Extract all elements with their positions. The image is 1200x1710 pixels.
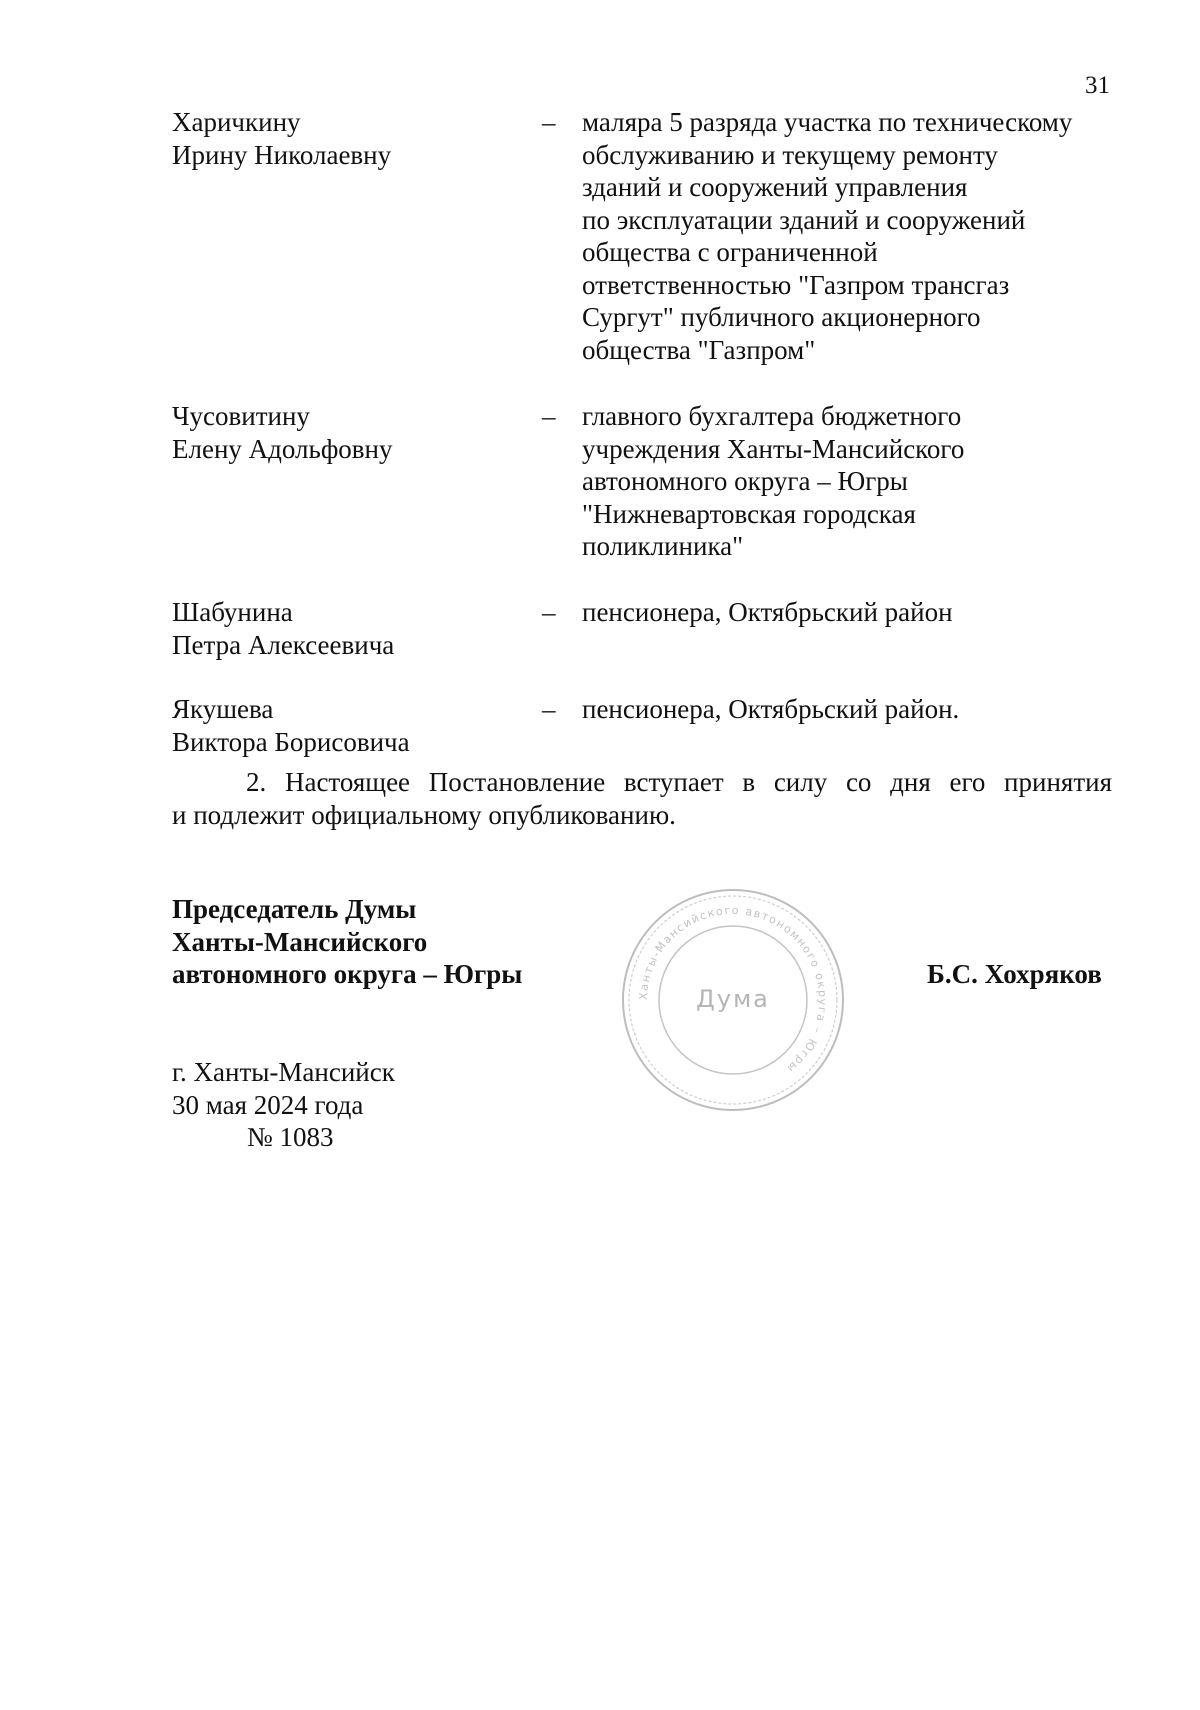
desc-line: автономного округа – Югры bbox=[582, 466, 908, 496]
desc-line: маляра 5 разряда участка по техническому bbox=[582, 107, 1073, 137]
desc-line: Сургут" публичного акционерного bbox=[582, 302, 981, 332]
appointee-description bbox=[582, 106, 1122, 366]
name-line: Виктора Борисовича bbox=[172, 726, 410, 757]
name-line: Якушева bbox=[172, 694, 274, 724]
paragraph-line: 2. Настоящее Постановление вступает в силу со дня его принятия bbox=[246, 767, 1112, 797]
signatory-title-line: Ханты-Мансийского bbox=[172, 926, 428, 957]
desc-line: главного бухгалтера бюджетного bbox=[582, 401, 962, 431]
seal-ring-text: Ханты-Мансийского автономного округа – Югры bbox=[636, 903, 830, 1076]
desc-line: пенсионера, Октябрьский район. bbox=[582, 694, 960, 724]
signatory-title-line: автономного округа – Югры bbox=[172, 959, 523, 989]
name-line: Чусовитину bbox=[172, 401, 310, 431]
desc-line: общества с ограниченной bbox=[582, 237, 878, 267]
seal-center-text: Дума bbox=[696, 985, 770, 1013]
resolution-paragraph bbox=[172, 766, 1112, 831]
desc-line: поликлиника" bbox=[582, 531, 744, 561]
footer-document-number: № 1083 bbox=[247, 1122, 334, 1152]
appointee-description bbox=[582, 596, 1122, 629]
dash-separator: – bbox=[542, 401, 556, 431]
desc-line: учреждения Ханты-Мансийского bbox=[582, 433, 965, 464]
desc-line: обслуживанию и текущему ремонту bbox=[582, 139, 998, 170]
dash-separator: – bbox=[542, 597, 556, 627]
paragraph-line: и подлежит официальному опубликованию. bbox=[172, 799, 676, 830]
desc-line: ответственностью "Газпром трансгаз bbox=[582, 269, 1010, 300]
footer-date: 30 мая 2024 года bbox=[172, 1089, 364, 1120]
appointee-name bbox=[172, 400, 532, 465]
name-line: Шабунина bbox=[172, 597, 293, 627]
appointee-name bbox=[172, 596, 532, 661]
desc-line: зданий и сооружений управления bbox=[582, 172, 968, 202]
desc-line: по эксплуатации зданий и сооружений bbox=[582, 204, 1026, 235]
signer-name: Б.С. Хохряков bbox=[927, 959, 1102, 989]
page-number: 31 bbox=[1085, 72, 1110, 99]
footer-city: г. Ханты-Мансийск bbox=[172, 1057, 395, 1087]
name-line: Харичкину bbox=[172, 107, 301, 137]
dash-separator: – bbox=[542, 694, 556, 724]
name-line: Елену Адольфовну bbox=[172, 433, 393, 464]
desc-line: общества "Газпром" bbox=[582, 334, 816, 365]
official-seal bbox=[618, 885, 848, 1115]
appointee-name bbox=[172, 693, 532, 758]
name-line: Петра Алексеевича bbox=[172, 629, 395, 660]
document-footer bbox=[172, 1056, 395, 1154]
name-line: Ирину Николаевну bbox=[172, 139, 392, 170]
signatory-title-line: Председатель Думы bbox=[172, 894, 417, 924]
appointee-description bbox=[582, 693, 1122, 726]
desc-line: "Нижневартовская городская bbox=[582, 498, 916, 529]
dash-separator: – bbox=[542, 107, 556, 137]
appointee-description bbox=[582, 400, 1122, 563]
appointee-name bbox=[172, 106, 532, 171]
signatory-title bbox=[172, 893, 522, 991]
desc-line: пенсионера, Октябрьский район bbox=[582, 597, 953, 627]
